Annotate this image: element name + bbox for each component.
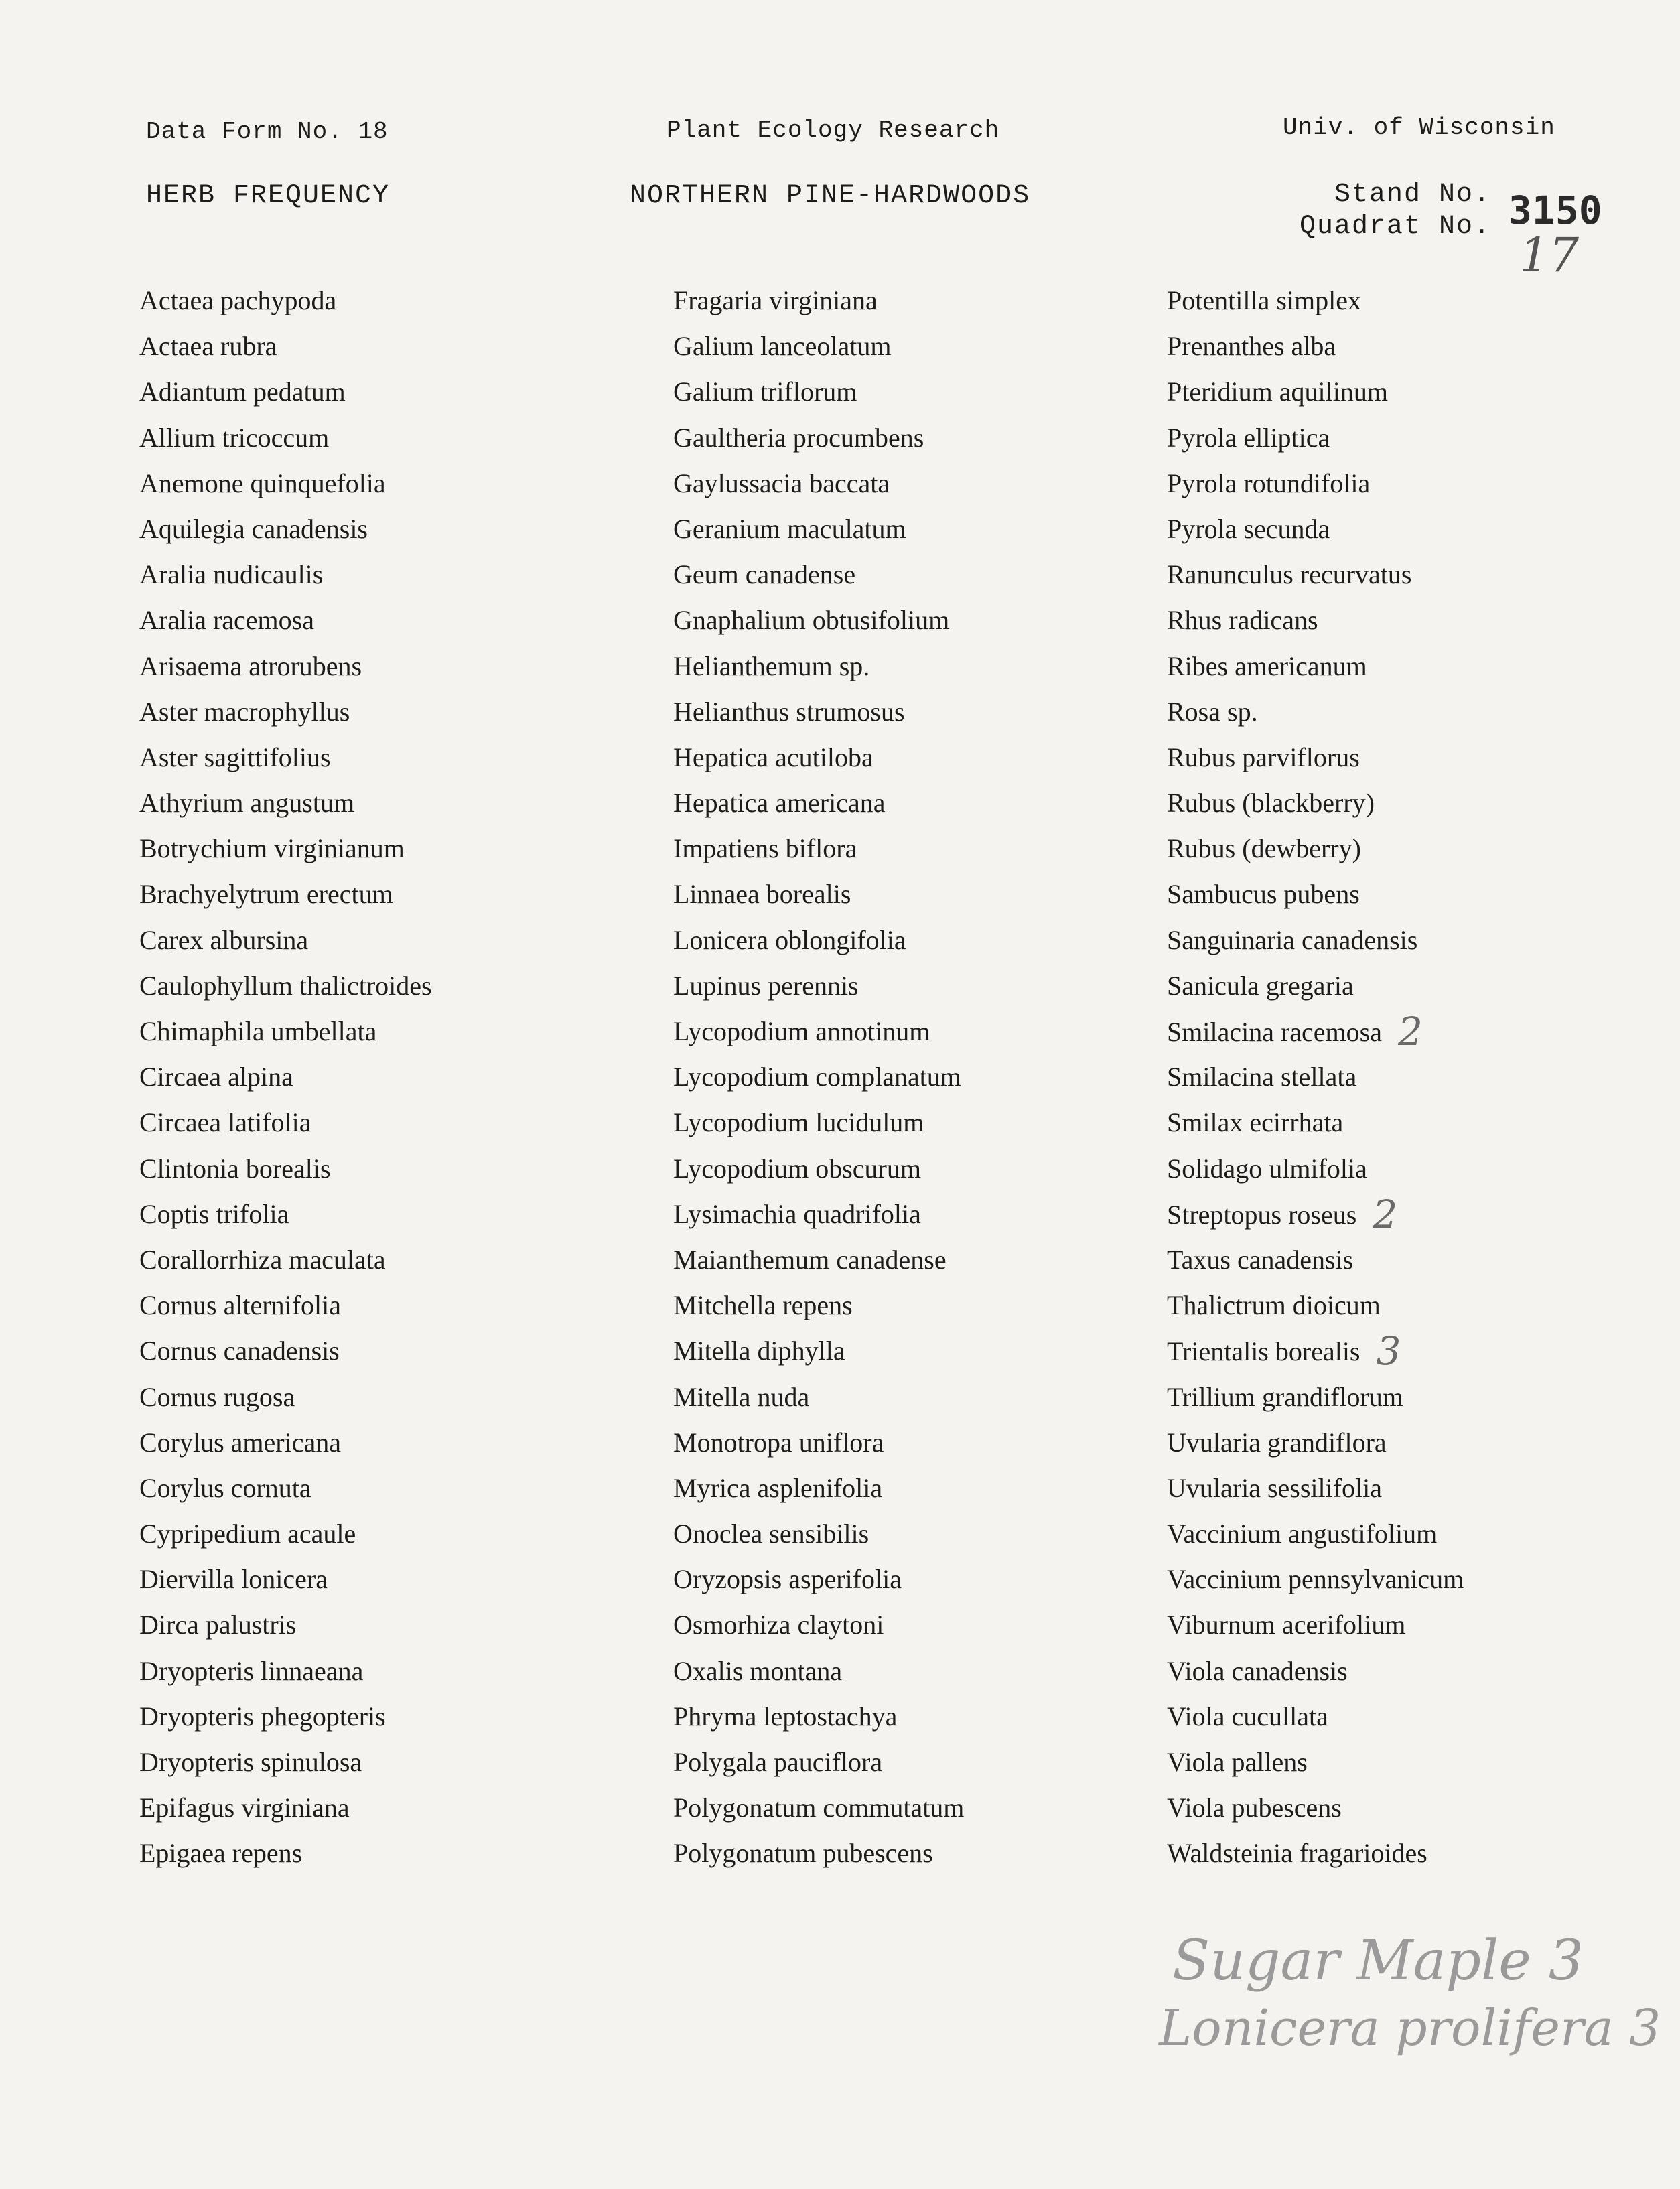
species-name: Gaultheria procumbens [673,422,924,453]
species-row [1167,1834,1464,1880]
species-row [673,693,964,738]
species-row [139,1286,432,1332]
species-name: Corylus cornuta [139,1472,311,1503]
species-name: Epigaea repens [139,1838,303,1869]
species-name: Hepatica americana [673,788,886,819]
species-name: Lycopodium annotinum [673,1016,930,1046]
species-name: Uvularia grandiflora [1167,1427,1387,1458]
species-row [139,1378,432,1423]
species-row [139,1058,432,1103]
species-name: Phryma leptostachya [673,1701,898,1732]
species-row [139,1697,432,1743]
species-name: Rubus (dewberry) [1167,833,1361,864]
species-name: Lycopodium complanatum [673,1062,961,1092]
species-row [1167,1788,1464,1834]
species-name: Diervilla lonicera [139,1564,328,1595]
species-name: Taxus canadensis [1167,1244,1354,1275]
species-row [1167,510,1464,555]
community-type: NORTHERN PINE-HARDWOODS [630,181,1031,211]
species-name: Lonicera oblongifolia [673,924,906,955]
species-name: Aster macrophyllus [139,696,350,727]
species-row [673,1332,964,1377]
species-row [1167,1469,1464,1514]
species-row [1167,372,1464,418]
species-row [1167,281,1464,327]
species-row [139,693,432,738]
species-row [673,601,964,646]
species-row [673,464,964,510]
species-name: Carex albursina [139,924,309,955]
species-name: Dirca palustris [139,1610,297,1640]
species-name: Mitchella repens [673,1290,853,1321]
species-row [1167,1378,1464,1423]
species-row [1167,1103,1464,1149]
species-row [673,1423,964,1469]
species-name: Mitella nuda [673,1381,810,1412]
species-row [1167,1560,1464,1606]
species-name: Corallorrhiza maculata [139,1244,386,1275]
species-row [139,738,432,784]
species-name: Fragaria virginiana [673,285,878,315]
species-row [1167,829,1464,875]
species-name: Thalictrum dioicum [1167,1290,1381,1321]
species-row [1167,875,1464,920]
species-row [139,921,432,967]
species-row [1167,967,1464,1012]
species-name: Actaea rubra [139,331,277,362]
species-row [1167,693,1464,738]
species-row [1167,921,1464,967]
species-row [673,327,964,372]
species-row [673,1560,964,1606]
species-row [139,372,432,418]
species-name: Monotropa uniflora [673,1427,884,1458]
species-row [139,1149,432,1195]
species-name: Smilax ecirrhata [1167,1107,1344,1138]
species-row [1167,1697,1464,1743]
species-row [139,419,432,464]
species-name: Gaylussacia baccata [673,468,890,498]
quadrat-number: 17 [1519,228,1580,283]
species-name: Streptopus roseus [1167,1199,1357,1230]
species-name: Solidago ulmifolia [1167,1153,1367,1184]
form-title: HERB FREQUENCY [146,181,391,211]
species-row [1167,601,1464,646]
species-column-3 [1167,281,1464,1880]
species-row [673,829,964,875]
species-row [139,1332,432,1377]
species-name: Aralia nudicaulis [139,559,324,590]
species-row [673,967,964,1012]
species-row [673,1788,964,1834]
species-row [673,1195,964,1241]
species-row [139,1423,432,1469]
species-name: Aquilegia canadensis [139,513,368,544]
species-name: Arisaema atrorubens [139,650,362,681]
species-row [673,1286,964,1332]
species-row [673,1149,964,1195]
species-row [673,1241,964,1286]
species-name: Helianthemum sp. [673,650,870,681]
species-name: Linnaea borealis [673,879,851,910]
species-name: Allium tricoccum [139,422,330,453]
species-name: Anemone quinquefolia [139,468,386,498]
species-row [673,1834,964,1880]
species-column-2 [673,281,964,1880]
species-name: Actaea pachypoda [139,285,337,315]
species-row [673,419,964,464]
species-name: Impatiens biflora [673,833,857,864]
species-row [139,1103,432,1149]
species-name: Pyrola secunda [1167,513,1330,544]
species-name: Onoclea sensibilis [673,1519,869,1549]
species-name: Botrychium virginianum [139,833,405,864]
species-name: Smilacina stellata [1167,1062,1357,1092]
species-name: Cornus canadensis [139,1336,340,1366]
species-row [1167,738,1464,784]
species-row [139,1788,432,1834]
species-row [139,1743,432,1788]
species-row [673,555,964,601]
species-row [139,1652,432,1697]
species-row [1167,1241,1464,1286]
species-column-1 [139,281,432,1880]
species-name: Aralia racemosa [139,605,314,636]
species-row [673,1606,964,1651]
species-name: Oxalis montana [673,1655,843,1686]
species-row [673,1058,964,1103]
species-name: Circaea alpina [139,1062,293,1092]
species-name: Pteridium aquilinum [1167,376,1388,407]
handwritten-note-sugar-maple: Sugar Maple 3 [1172,1929,1584,1993]
species-name: Rubus (blackberry) [1167,788,1375,819]
species-name: Galium triflorum [673,376,857,407]
species-name: Rubus parviflorus [1167,742,1360,772]
species-row [139,1606,432,1651]
form-number: Data Form No. 18 [146,118,389,145]
species-name: Rosa sp. [1167,696,1258,727]
species-name: Lycopodium obscurum [673,1153,921,1184]
species-name: Polygonatum pubescens [673,1838,933,1869]
species-name: Athyrium angustum [139,788,355,819]
species-row [673,921,964,967]
species-row [673,510,964,555]
species-row [139,1514,432,1560]
species-row [1167,1286,1464,1332]
species-name: Oryzopsis asperifolia [673,1564,902,1595]
species-row [139,829,432,875]
species-name: Viola cucullata [1167,1701,1328,1732]
species-row [1167,647,1464,693]
stand-number: 3150 [1509,188,1602,233]
species-name: Sambucus pubens [1167,879,1360,910]
species-name: Smilacina racemosa [1167,1017,1382,1047]
species-name: Viola canadensis [1167,1655,1348,1686]
species-row [673,647,964,693]
species-row [1167,1149,1464,1195]
species-row [673,1697,964,1743]
species-row [673,1743,964,1788]
species-name: Clintonia borealis [139,1153,331,1184]
species-row [139,784,432,829]
species-name: Aster sagittifolius [139,742,331,772]
species-name: Helianthus strumosus [673,696,905,727]
species-name: Geranium maculatum [673,513,906,544]
species-name: Ranunculus recurvatus [1167,559,1412,590]
species-row [139,1012,432,1058]
species-name: Viola pubescens [1167,1792,1342,1823]
species-name: Cypripedium acaule [139,1519,356,1549]
species-name: Coptis trifolia [139,1198,289,1229]
quadrat-label: Quadrat No. [1300,212,1492,242]
frequency-mark: 2 [1397,1009,1423,1054]
species-name: Circaea latifolia [139,1107,311,1138]
species-name: Galium lanceolatum [673,331,892,362]
species-name: Gnaphalium obtusifolium [673,605,950,636]
species-name: Polygonatum commutatum [673,1792,965,1823]
species-name: Pyrola elliptica [1167,422,1330,453]
species-name: Lycopodium lucidulum [673,1107,924,1138]
species-row [673,875,964,920]
species-row [673,1103,964,1149]
species-name: Lysimachia quadrifolia [673,1198,921,1229]
species-row [673,738,964,784]
species-row [1167,1328,1464,1377]
species-name: Osmorhiza claytoni [673,1610,884,1640]
species-name: Sanguinaria canadensis [1167,924,1418,955]
species-row [673,784,964,829]
species-name: Mitella diphylla [673,1336,845,1366]
species-name: Potentilla simplex [1167,285,1361,315]
species-row [1167,1514,1464,1560]
species-name: Waldsteinia fragarioides [1167,1838,1427,1869]
species-row [1167,784,1464,829]
species-name: Dryopteris spinulosa [139,1747,362,1777]
species-name: Trillium grandiflorum [1167,1381,1403,1412]
species-row [1167,1606,1464,1651]
species-name: Lupinus perennis [673,970,859,1001]
species-row [139,1834,432,1880]
species-row [673,1469,964,1514]
species-row [673,1652,964,1697]
species-row [139,647,432,693]
species-row [139,281,432,327]
species-row [139,1560,432,1606]
species-name: Ribes americanum [1167,650,1367,681]
organization: Plant Ecology Research [667,117,1000,144]
species-row [1167,419,1464,464]
species-name: Rhus radicans [1167,605,1318,636]
species-name: Prenanthes alba [1167,331,1336,362]
species-name: Epifagus virginiana [139,1792,350,1823]
species-row [1167,1009,1464,1058]
species-row [1167,1191,1464,1241]
species-row [139,327,432,372]
species-row [139,464,432,510]
species-name: Caulophyllum thalictroides [139,970,432,1001]
species-name: Uvularia sessilifolia [1167,1472,1383,1503]
species-row [139,555,432,601]
species-row [1167,464,1464,510]
frequency-mark: 2 [1373,1191,1398,1237]
species-name: Brachyelytrum erectum [139,879,393,910]
species-row [673,1378,964,1423]
species-name: Maianthemum canadense [673,1244,947,1275]
species-name: Trientalis borealis [1167,1336,1360,1367]
species-name: Adiantum pedatum [139,376,346,407]
species-row [673,281,964,327]
handwritten-note-lonicera: Lonicera prolifera 3 [1159,1999,1661,2057]
species-name: Vaccinium pennsylvanicum [1167,1564,1464,1595]
species-name: Dryopteris phegopteris [139,1701,386,1732]
species-name: Viola pallens [1167,1747,1308,1777]
species-row [139,510,432,555]
species-name: Pyrola rotundifolia [1167,468,1371,498]
species-row [1167,1058,1464,1103]
species-name: Vaccinium angustifolium [1167,1519,1438,1549]
species-name: Sanicula gregaria [1167,970,1354,1001]
species-row [673,1012,964,1058]
species-row [1167,1652,1464,1697]
species-row [1167,327,1464,372]
species-name: Viburnum acerifolium [1167,1610,1406,1640]
frequency-mark: 3 [1376,1328,1401,1374]
species-name: Cornus alternifolia [139,1290,342,1321]
species-name: Corylus americana [139,1427,341,1458]
university: Univ. of Wisconsin [1283,114,1555,141]
species-row [673,372,964,418]
species-row [1167,555,1464,601]
species-row [673,1514,964,1560]
species-row [1167,1423,1464,1469]
species-row [1167,1743,1464,1788]
species-row [139,1241,432,1286]
species-row [139,875,432,920]
species-name: Geum canadense [673,559,856,590]
species-name: Myrica asplenifolia [673,1472,883,1503]
species-name: Polygala pauciflora [673,1747,883,1777]
species-name: Hepatica acutiloba [673,742,873,772]
stand-label: Stand No. [1334,180,1492,210]
species-row [139,1469,432,1514]
species-name: Cornus rugosa [139,1381,295,1412]
species-name: Dryopteris linnaeana [139,1655,364,1686]
species-row [139,967,432,1012]
species-row [139,1195,432,1241]
species-row [139,601,432,646]
species-name: Chimaphila umbellata [139,1016,377,1046]
